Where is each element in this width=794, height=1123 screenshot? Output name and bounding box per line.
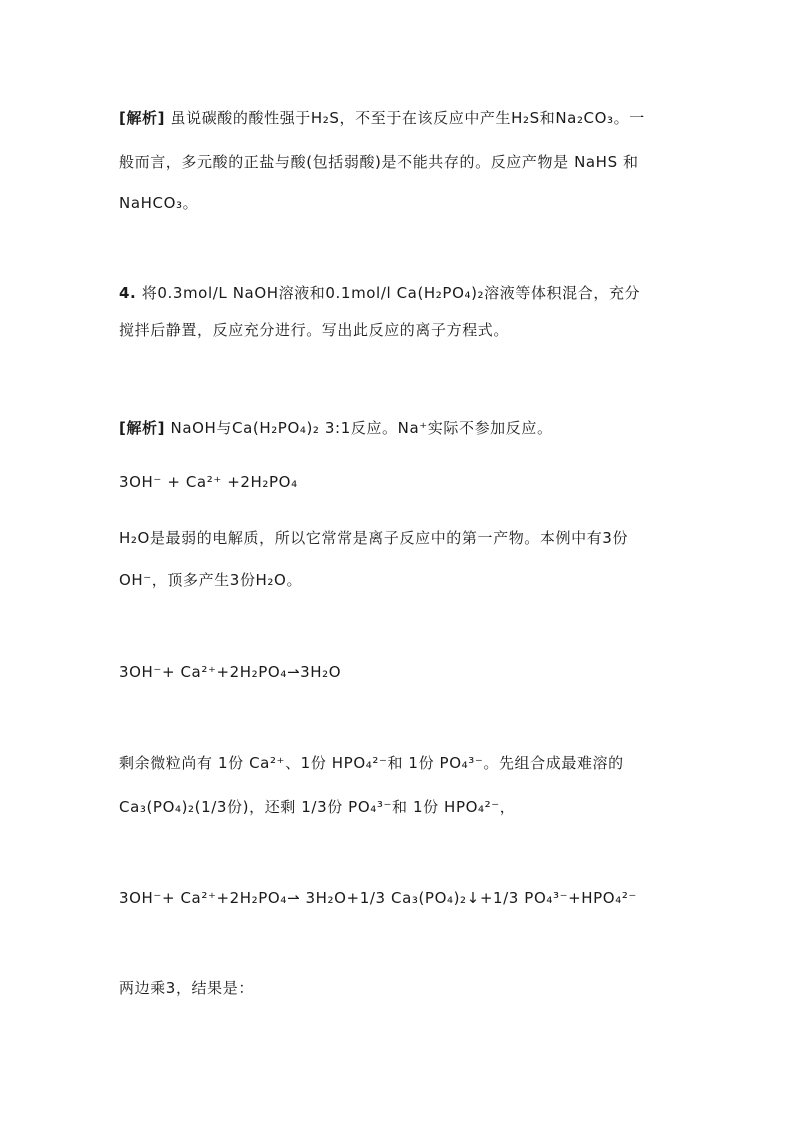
question-4-line-2: 搅拌后静置，反应充分进行。写出此反应的离子方程式。 [119,321,510,339]
question-text: 将0.3mol/L NaOH溶液和0.1mol/l Ca(H₂PO₄)₂溶液等体积混合，充分 [141,284,641,302]
analysis-label: [解析] [119,419,166,437]
equation-3: 3OH⁻+ Ca²⁺+2H₂PO₄⇀ 3H₂O+1/3 Ca₃(PO₄)₂↓+1/3 PO₄³⁻+HPO₄²⁻ [119,889,637,907]
analysis-paragraph-1-line-3: NaHCO₃。 [119,194,199,212]
closing-line: 两边乘3，结果是： [119,979,254,997]
analysis-paragraph-1-line-1 [119,108,645,128]
explanation-line-2: OH⁻，顶多产生3份H₂O。 [119,571,303,589]
analysis-paragraph-2 [119,418,553,438]
equation-2: 3OH⁻+ Ca²⁺+2H₂PO₄⇀3H₂O [119,663,342,681]
remaining-particles-line-1: 剩余微粒尚有 1份 Ca²⁺、1份 HPO₄²⁻和 1份 PO₄³⁻。先组合成最难溶的 [119,754,624,772]
analysis-paragraph-1-line-2: 般而言，多元酸的正盐与酸(包括弱酸)是不能共存的。反应产物是 NaHS 和 [119,153,639,171]
explanation-line-1: H₂O是最弱的电解质，所以它常常是离子反应中的第一产物。本例中有3份 [119,529,629,547]
analysis-label: [解析] [119,109,166,127]
remaining-particles-line-2: Ca₃(PO₄)₂(1/3份)，还剩 1/3份 PO₄³⁻和 1份 HPO₄²⁻， [119,798,516,816]
equation-1: 3OH⁻ + Ca²⁺ +2H₂PO₄ [119,473,298,491]
analysis-text: NaOH与Ca(H₂PO₄)₂ 3:1反应。Na⁺实际不参加反应。 [170,419,553,437]
question-number: 4. [119,284,137,302]
analysis-text: 虽说碳酸的酸性强于H₂S，不至于在该反应中产生H₂S和Na₂CO₃。一 [170,109,645,127]
question-4-line-1 [119,283,640,303]
